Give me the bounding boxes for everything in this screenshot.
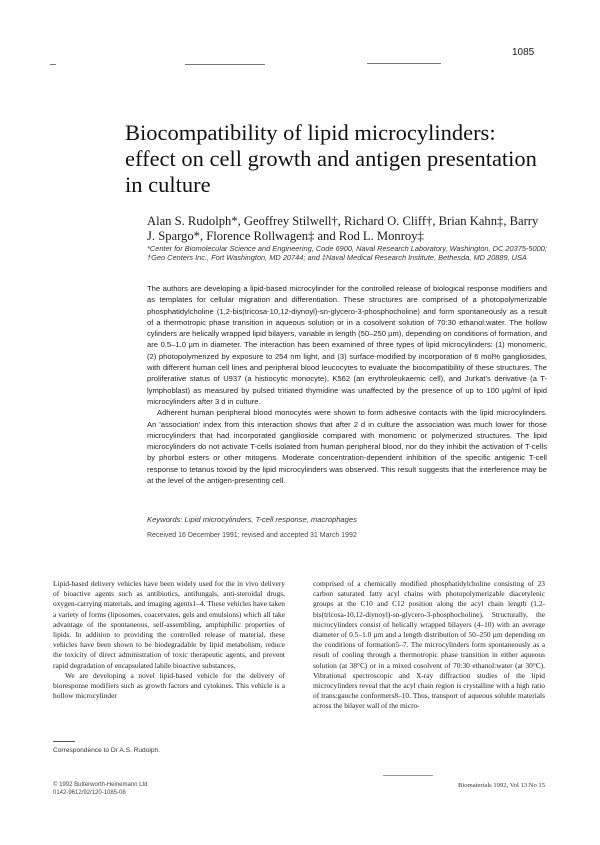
issn: 0142-9612/92/120-1085-08 bbox=[53, 790, 126, 796]
footnote-rule bbox=[53, 741, 75, 742]
copyright-block bbox=[53, 781, 147, 797]
footer-rule bbox=[383, 775, 433, 776]
article-title: Biocompatibility of lipid microcylinders: effect on cell growth and antigen presentation in culture bbox=[125, 120, 537, 197]
journal-citation: Biomaterials 1992, Vol 13 No 15 bbox=[458, 782, 545, 789]
body-left-column bbox=[53, 579, 285, 701]
body-paragraph: We are developing a novel lipid-based vehicle for the delivery of bioresponse modifiers such as growth factors and cytokines. This vehicle is a hollow microcylinder bbox=[53, 670, 285, 701]
header-rule-mid bbox=[185, 64, 265, 65]
body-paragraph: Lipid-based delivery vehicles have been widely used for the in vivo delivery of bioactive agents such as antibiotics, antifungals, anti-steroidal drugs, oxygen-carrying materials, and imaging agents1–4. These vehicles have taken a variety of forms (liposomes, coacervates, gels and emulsions) which all take advantage of the spontaneous, self-assembling, amphiphilic properties of lipids. In addition to providing the controlled release of material, these vehicles have been shown to be biodegradable by lipid metabolism, reduce the toxicity of direct administration of toxic therapeutic agents, and prevent rapid degradation of encapsulated labile bioactive substances. bbox=[53, 579, 285, 670]
body-paragraph: comprised of a chemically modified phosphatidylcholine consisting of 23 carbon saturated fatty acyl chains with photopolymerizable diacetylenic groups at the C10 and C12 position along the acyl chain length (1,2-bis(tricosa-10,12-diynoyl)-sn-glycero-3-phosphocholine). Structurally, the microcylinders consist of helically wrapped bilayers (4–10) with an average diameter of 0.5–1.0 µm and a length distribution of 50–250 µm depending on the conditions of formation5–7. The microcylinders form spontaneously as a result of cooling through a thermotropic phase transition in either aqueous solution (at 38°C) or in a mixed cosolvent of 70:30 ethanol:water (at 30°C). Vibrational spectroscopic and X-ray diffraction studies of the lipid microcylinders reveal that the acyl chain region is crystalline with a high ratio of trans:gauche conformers8–10. Thus, transport of aqueous soluble materials across the bilayer wall of the micro- bbox=[313, 579, 545, 711]
header-rule-right bbox=[367, 63, 441, 64]
page-number: 1085 bbox=[512, 47, 535, 58]
copyright: © 1992 Butterworth-Heinemann Ltd bbox=[53, 782, 148, 788]
header-rule-left bbox=[50, 64, 56, 65]
affiliations: *Center for Biomolecular Science and Engineering, Code 6900, Naval Research Laboratory, Washington, DC 20375-5000; †Geo Centers Inc., Fort Washington, MD 20744; and ‡Naval Medical Research Institute, Bethesda, MD 20889, USA bbox=[147, 244, 547, 263]
abstract-paragraph: The authors are developing a lipid-based microcylinder for the controlled release of biological response modifiers and as templates for cellular migration and differentiation. These structures are comprised of a photopolymerizable phosphatidylcholine (1,2-bis(tricosa-10,12-diynoyl)-sn-glycero-3-phosphocholine) and form spontaneously as a result of a thermotropic phase transition in aqueous solution or in a cosolvent solution of 70:30 ethanol:water. The hollow cylinders are helically wrapped lipid bilayers, variable in length (50–250 µm), depending on conditions of formation, and are 0.5–1.0 µm in diameter. The interaction has been examined of three types of lipid microcylinders: (1) monomeric, (2) photopolymerized by exposure to 254 nm light, and (3) surface-modified by incorporation of 6 mol% gangliosides, with different human cell lines and peripheral blood leucocytes to evaluate the biocompatibility of these structures. The proliferative status of U937 (a histiocytic monocyte), K562 (an erythroleukaemic cell), and Jurkat's derivative (a T-lymphoblast) as measured by pulsed tritiated thymidine was unaffected by the presence of up to 100 µg/ml of lipid microcylinders after 3 d in culture. bbox=[147, 284, 547, 406]
body-right-column bbox=[313, 579, 545, 712]
abstract-paragraph: Adherent human peripheral blood monocytes were shown to form adhesive contacts with the lipid microcylinders. An 'association' index from this interaction shows that after 2 d in culture the association was much lower for those microcylinders that had incorporated ganglioside compared with monomeric or polymerized structures. The lipid microcylinders do not activate T-cells isolated from human peripheral blood, nor do they inhibit the activation of T-cells by phorbol esters or other mitogens. Moderate concentration-dependent inhibition of the specific antigenic T-cell response to tetanus toxoid by the lipid microcylinders was observed. This result suggests that the interference may be at the level of the antigen-presenting cell. bbox=[147, 408, 547, 486]
received-date: Received 16 December 1991; revised and accepted 31 March 1992 bbox=[147, 532, 357, 539]
correspondence-note: Correspondence to Dr A.S. Rudolph. bbox=[53, 747, 161, 754]
author-list: Alan S. Rudolph*, Geoffrey Stilwell†, Richard O. Cliff†, Brian Kahn‡, Barry J. Spargo*, Florence Rollwagen‡ and Rod L. Monroy‡ bbox=[147, 214, 539, 243]
keywords: Keywords: Lipid microcylinders, T-cell response, macrophages bbox=[147, 515, 357, 524]
abstract bbox=[147, 283, 547, 486]
